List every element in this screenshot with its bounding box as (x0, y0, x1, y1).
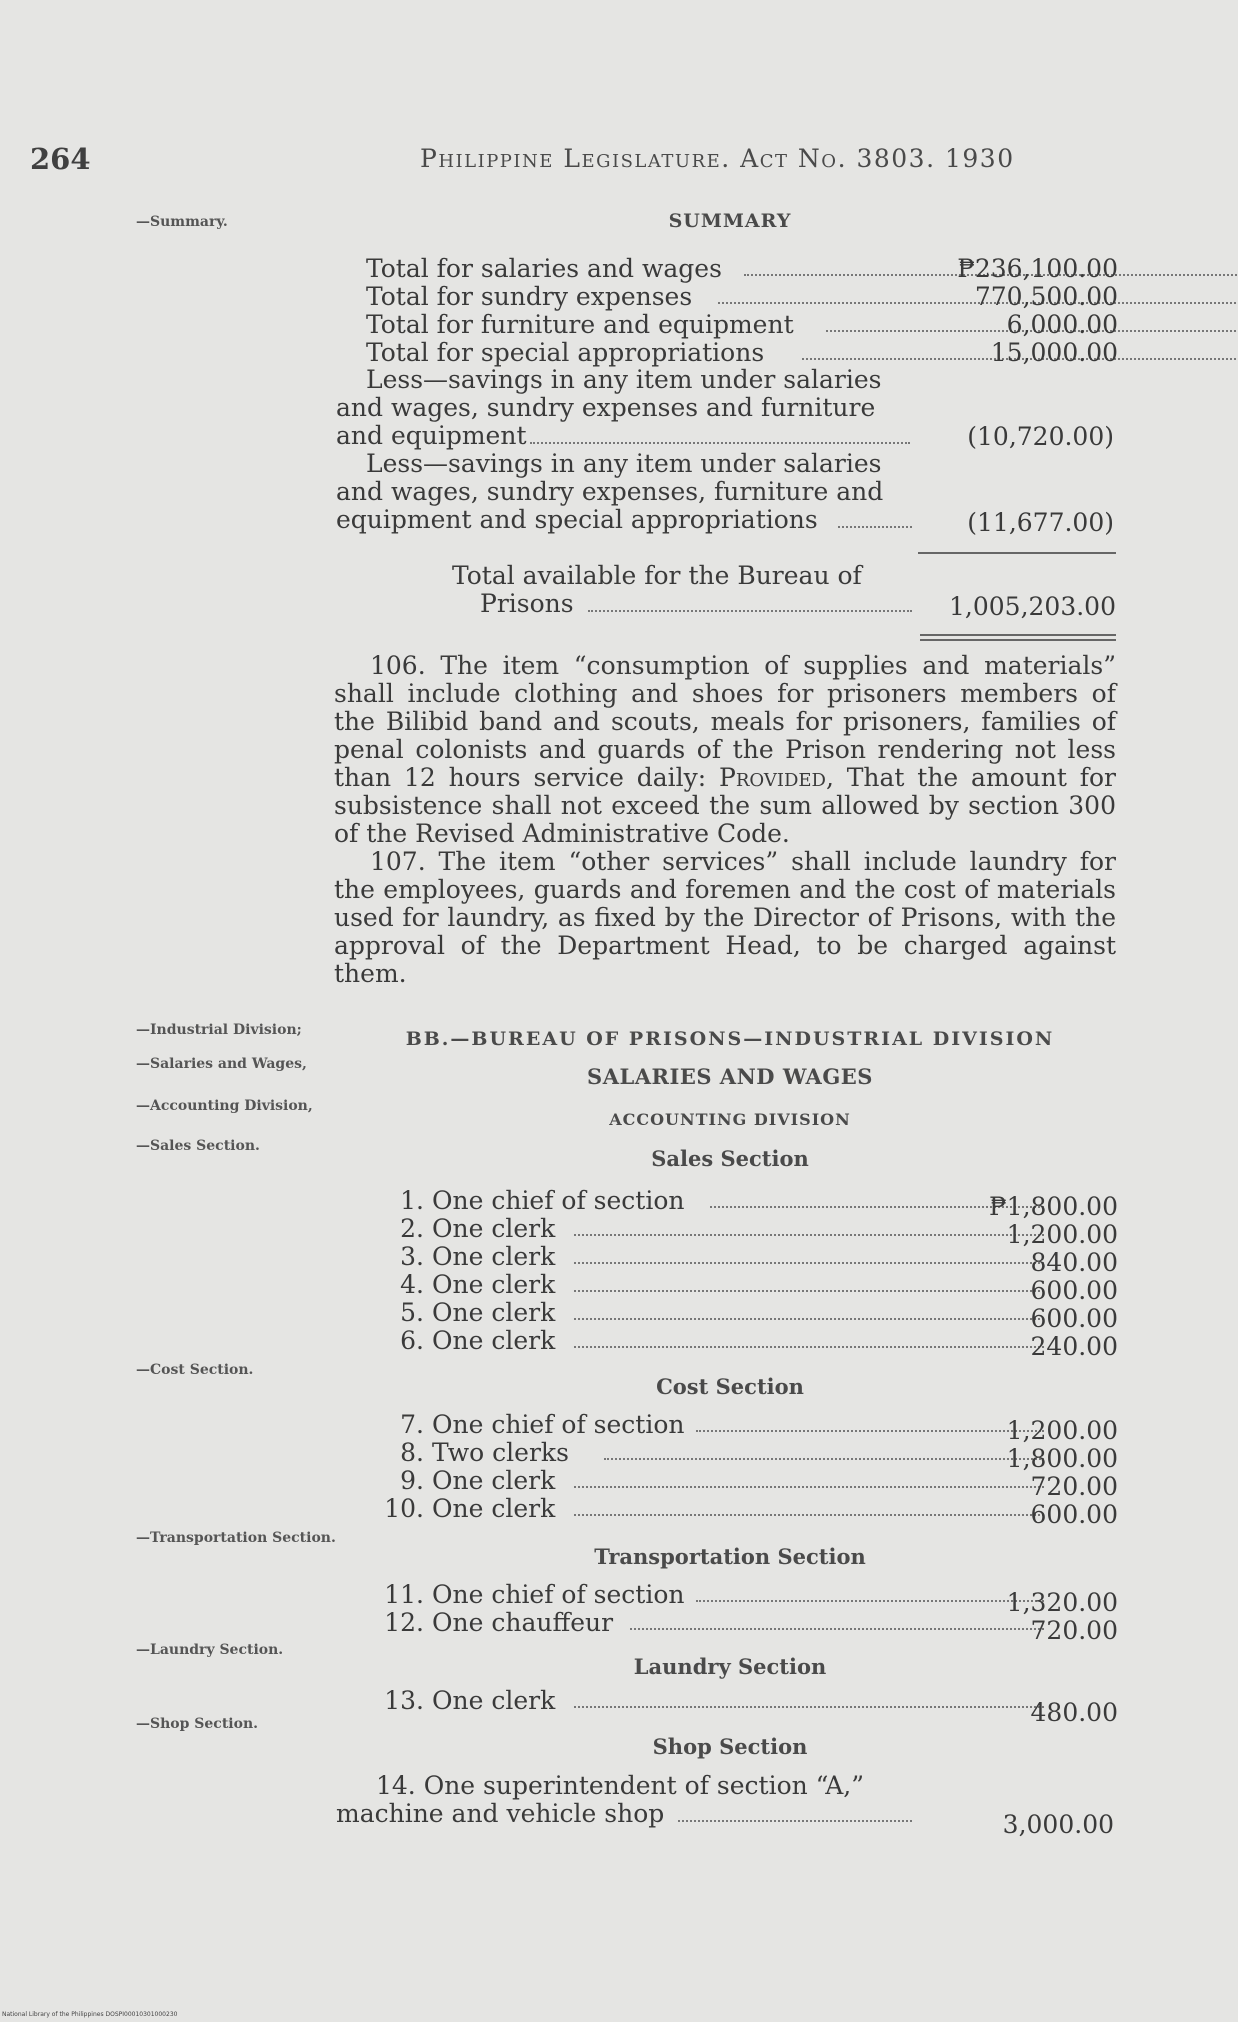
item-number: 9. (400, 1466, 424, 1495)
summary-label: Total for sundry expenses (366, 282, 693, 311)
item-row (384, 1580, 1118, 1617)
double-rule-top (920, 634, 1116, 636)
item-14-line1: 14. One superintendent of section “A,” (376, 1771, 865, 1800)
margin-note-transportation: —Transportation Section. (136, 1530, 336, 1546)
margin-note-salaries: —Salaries and Wages, (136, 1056, 307, 1072)
item-row (384, 1214, 1118, 1249)
item-number: 5. (400, 1298, 424, 1327)
p106-provided: Provided, (719, 763, 834, 792)
leader-dots (574, 1262, 1044, 1264)
less-line: and equipment (336, 421, 527, 450)
margin-note-shop: —Shop Section. (136, 1716, 259, 1732)
bureau-heading: BB.—BUREAU OF PRISONS—INDUSTRIAL DIVISION (405, 1028, 1055, 1050)
item-amount: 720.00 (1030, 1616, 1118, 1645)
item-number: 7. (400, 1410, 424, 1439)
leader-dots (574, 1706, 1044, 1708)
leader-dots (678, 1820, 912, 1822)
summary-heading: SUMMARY (668, 210, 792, 232)
summary-label: Total for special appropriations (366, 338, 765, 367)
item-amount: 720.00 (1030, 1472, 1118, 1501)
p106-text-after: That the amount for subsistence shall not exceed the sum allowed by section 300 of the Revised Administrative Code. (334, 763, 1117, 848)
less-line: Less—savings in any item under salaries (366, 365, 882, 394)
item-label: One clerk (432, 1466, 556, 1495)
item-amount: 480.00 (1030, 1698, 1118, 1727)
summary-row (366, 254, 1118, 282)
division-heading: ACCOUNTING DIVISION (609, 1110, 851, 1129)
leader-dots (604, 1458, 1044, 1460)
item-amount: 1,800.00 (1006, 1444, 1118, 1473)
total-line: Total available for the Bureau of (452, 561, 862, 590)
item-row (384, 1438, 1118, 1473)
leader-dots (574, 1346, 1044, 1348)
leader-dots (838, 526, 912, 528)
summary-amount: 770,500.00 (974, 282, 1118, 311)
less-line: equipment and special appropriations (336, 505, 818, 534)
transportation-section-heading: Transportation Section (594, 1544, 866, 1569)
summary-total (452, 562, 918, 618)
running-head: Philippine Legislature. Act No. 3803. 1930 (420, 144, 1015, 173)
item-number: 10. (384, 1494, 424, 1523)
summary-row (366, 282, 1118, 310)
item-amount: 600.00 (1030, 1304, 1118, 1333)
item-number: 3. (400, 1242, 424, 1271)
item-label: One clerk (432, 1270, 556, 1299)
section-106-paragraph (334, 652, 1116, 848)
page-header (30, 142, 1140, 182)
item-row (384, 1686, 1118, 1727)
leader-dots (630, 1628, 1044, 1630)
item-amount: ₱1,800.00 (989, 1192, 1118, 1221)
summary-label: Total for furniture and equipment (366, 310, 794, 339)
summary-row (366, 310, 1118, 338)
item-amount: 600.00 (1030, 1276, 1118, 1305)
item-amount: 1,320.00 (1006, 1588, 1118, 1617)
item-row (384, 1326, 1118, 1361)
leader-dots (530, 442, 910, 444)
item-number: 4. (400, 1270, 424, 1299)
summary-less-amount-1: (10,720.00) (967, 422, 1114, 451)
item-row (384, 1186, 1118, 1221)
item-row (384, 1242, 1118, 1277)
less-line: and wages, sundry expenses, furniture and (336, 477, 884, 506)
summary-total-amount: 1,005,203.00 (949, 592, 1116, 621)
item-number: 12. (384, 1608, 424, 1637)
summary-less-savings-1 (336, 366, 916, 450)
item-row (384, 1608, 1118, 1645)
cost-section-heading: Cost Section (656, 1374, 804, 1399)
item-label: One clerk (432, 1214, 556, 1243)
less-line: and wages, sundry expenses and furniture (336, 393, 876, 422)
salaries-heading: SALARIES AND WAGES (587, 1064, 873, 1089)
summary-less-amount-2: (11,677.00) (967, 508, 1114, 537)
summary-amount: ₱236,100.00 (957, 254, 1118, 283)
leader-dots (574, 1514, 1044, 1516)
summary-less-savings-2 (336, 450, 916, 534)
margin-note-accounting: —Accounting Division, (136, 1098, 313, 1114)
less-line: Less—savings in any item under salaries (366, 449, 882, 478)
item-label: One chief of section (432, 1186, 685, 1215)
item-row (384, 1410, 1118, 1445)
item-row (384, 1494, 1118, 1529)
leader-dots (574, 1318, 1044, 1320)
margin-note-sales: —Sales Section. (136, 1138, 260, 1154)
item-number: 8. (400, 1438, 424, 1467)
item-number: 11. (384, 1580, 424, 1609)
margin-note-summary: —Summary. (136, 214, 228, 230)
summary-label: Total for salaries and wages (366, 254, 722, 283)
leader-dots (574, 1234, 1044, 1236)
section-107-paragraph (334, 848, 1116, 988)
item-label: One chief of section (432, 1580, 685, 1609)
footer-watermark: National Library of the Philippines DOSPI00010301000230 (2, 2011, 178, 2018)
item-label: One chauffeur (432, 1608, 614, 1637)
item-amount: 240.00 (1030, 1332, 1118, 1361)
margin-note-cost: —Cost Section. (136, 1362, 254, 1378)
item-amount: 1,200.00 (1006, 1220, 1118, 1249)
item-label: One clerk (432, 1494, 556, 1523)
item-14-amount: 3,000.00 (1002, 1810, 1114, 1839)
item-row (384, 1298, 1118, 1333)
item-label: One clerk (432, 1242, 556, 1271)
leader-dots (574, 1486, 1044, 1488)
item-label: Two clerks (432, 1438, 569, 1467)
item-label: One chief of section (432, 1410, 685, 1439)
item-amount: 840.00 (1030, 1248, 1118, 1277)
leader-dots (696, 1430, 1044, 1432)
leader-dots (588, 610, 912, 612)
item-row-14 (336, 1772, 916, 1828)
laundry-section-heading: Laundry Section (633, 1654, 827, 1679)
double-rule-bottom (920, 639, 1116, 641)
item-label: One clerk (432, 1686, 556, 1715)
p107-text: 107. The item “other services” shall include laundry for the employees, guards and foremen and the cost of materials used for laundry, as fixed by the Director of Prisons, with the approval of the Department Head, to be charged against them. (334, 847, 1116, 988)
total-line: Prisons (480, 589, 574, 618)
item-number: 1. (400, 1186, 424, 1215)
item-number: 6. (400, 1326, 424, 1355)
item-label: One clerk (432, 1326, 556, 1355)
leader-dots (574, 1290, 1044, 1292)
item-number: 2. (400, 1214, 424, 1243)
margin-note-laundry: —Laundry Section. (136, 1642, 284, 1658)
item-label: One clerk (432, 1298, 556, 1327)
page-number: 264 (30, 142, 91, 176)
p106-text: 106. The item “consumption of supplies and materials” shall include clothing and shoes for prisoners members of the Bilibid band and scouts, meals for prisoners, families of penal colonists and guards of the Prison rendering not less than 12 hours service daily: (334, 651, 1116, 792)
leader-dots (696, 1600, 1044, 1602)
item-row (384, 1466, 1118, 1501)
item-amount: 1,200.00 (1006, 1416, 1118, 1445)
item-row (384, 1270, 1118, 1305)
item-14-line2: machine and vehicle shop (336, 1799, 665, 1828)
item-number: 13. (384, 1686, 424, 1715)
summary-row (366, 338, 1118, 366)
summary-amount: 15,000.00 (990, 338, 1118, 367)
total-rule (918, 552, 1116, 554)
shop-section-heading: Shop Section (652, 1734, 808, 1759)
summary-amount: 6,000.00 (1006, 310, 1118, 339)
sales-section-heading: Sales Section (651, 1146, 809, 1171)
item-amount: 600.00 (1030, 1500, 1118, 1529)
margin-note-industrial: —Industrial Division; (136, 1022, 302, 1038)
